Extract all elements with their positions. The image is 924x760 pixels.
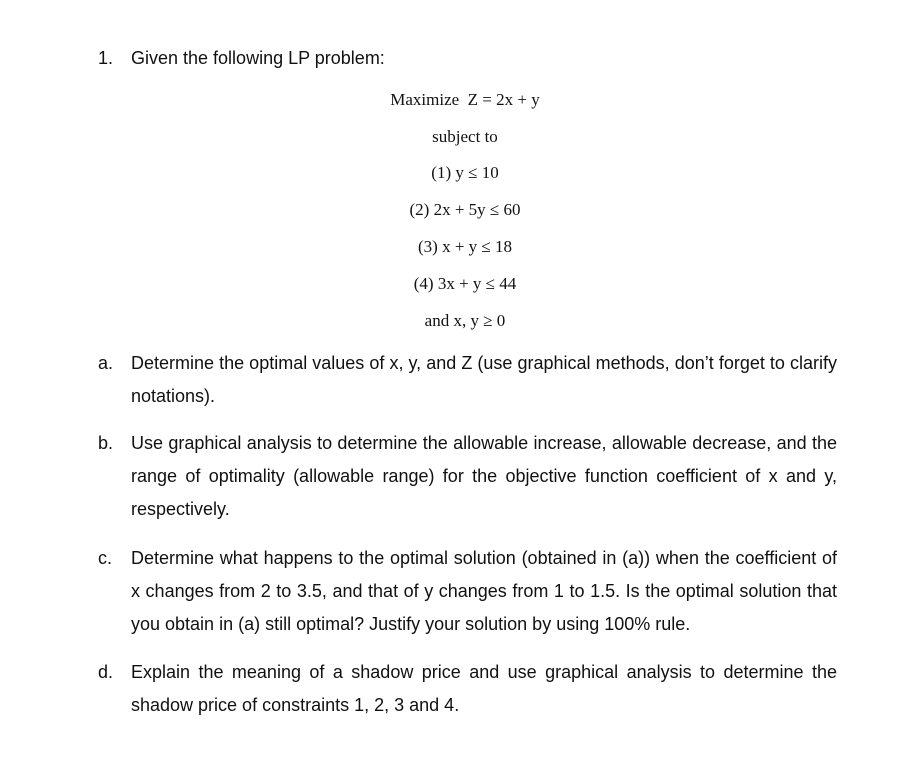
lp-nonnegativity: and x, y ≥ 0 (424, 311, 506, 330)
lp-constraint-2: (2) 2x + 5y ≤ 60 (409, 200, 521, 219)
part-d-text: Explain the meaning of a shadow price and use graphical analysis to determine the shadow price of constraints 1, 2, 3 and 4. (131, 662, 837, 715)
part-b-label: b. (98, 433, 114, 453)
part-c-label: c. (98, 548, 113, 568)
lp-constraint-4: (4) 3x + y ≤ 44 (413, 274, 517, 293)
lp-constraint-3: (3) x + y ≤ 18 (418, 237, 512, 256)
part-b-text: Use graphical analysis to determine the allowable increase, allowable decrease, and the range of optimality (allowable range) for the objective function coefficient of x and y, respectively. (131, 433, 837, 519)
part-c-text: Determine what happens to the optimal solution (obtained in (a)) when the coefficient of x changes from 2 to 3.5, and that of y changes from 1 to 1.5. Is the optimal solution that you obtain in (a) still optimal? Justify your solution by using 100% rule. (131, 548, 837, 634)
part-d-label: d. (98, 662, 114, 682)
lp-subject-to: subject to (432, 127, 498, 146)
part-a-label: a. (98, 353, 114, 373)
lp-constraint-1: (1) y ≤ 10 (431, 163, 499, 182)
lp-objective: Maximize Z = 2x + y (390, 90, 540, 109)
question-title: Given the following LP problem: (131, 48, 385, 68)
part-a-text: Determine the optimal values of x, y, and Z (use graphical methods, don’t forget to clarify notations). (131, 353, 837, 406)
question-number: 1. (98, 48, 114, 68)
